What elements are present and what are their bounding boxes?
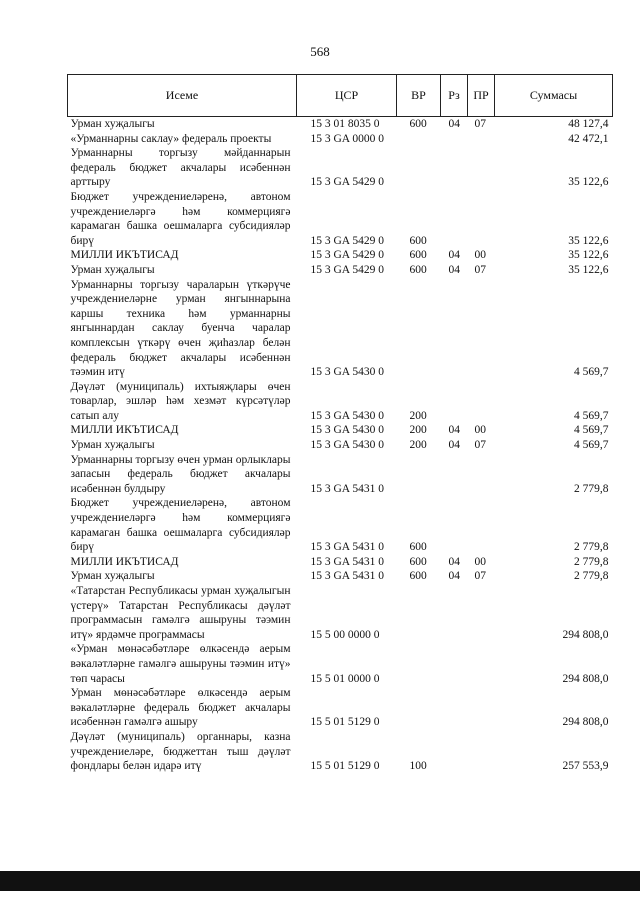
cell-csr: 15 3 GA 5429 0 <box>310 263 384 276</box>
cell-pr <box>468 190 495 248</box>
cell-csr: 15 5 01 0000 0 <box>310 672 380 685</box>
cell-vr <box>397 453 441 497</box>
cell-csr: 15 3 GA 5430 0 <box>310 439 384 452</box>
cell-sum: 42 472,1 <box>568 132 609 145</box>
cell-sum: 294 808,0 <box>562 628 609 641</box>
cell-sum: 4 569,7 <box>574 366 609 379</box>
cell-pr: 00 <box>474 424 486 437</box>
cell-name: «Татарстан Республикасы урман хуҗалыгын үстерү» Татарстан Республикасы дәүләт программасын гамәлгә ашыруны тәэмин итү» ярдәмче программасы <box>70 585 291 641</box>
cell-pr: 07 <box>474 439 486 452</box>
cell-name: «Урман мөнәсәбәтләре өлкәсендә аерым вәкаләтләрне гамәлгә ашыруны тәэмин итү» төп чарасы <box>70 643 291 685</box>
cell-name: Урманнарны торгызу чараларын үткәрүче учреждениеләрне урман янгыннарына каршы техника һәм урманнарны янгыннардан саклау буенча чаралар комплексын үткәрү өчен җиһазлар белән федераль бюджет акчалары исәбеннән тәэмин итү <box>70 278 291 379</box>
table-row <box>68 686 613 730</box>
header-sum: Суммасы <box>495 75 613 117</box>
table-row <box>68 132 613 147</box>
cell-sum: 35 122,6 <box>568 249 609 262</box>
cell-rz <box>441 496 468 554</box>
table-row <box>68 146 613 190</box>
cell-vr: 100 <box>409 760 427 773</box>
cell-csr: 15 3 GA 0000 0 <box>310 132 384 145</box>
cell-rz <box>441 730 468 774</box>
cell-csr: 15 5 01 5129 0 <box>310 716 380 729</box>
cell-pr: 07 <box>474 570 486 583</box>
cell-name: Урман мөнәсәбәтләре өлкәсендә аерым вәкаләтләрне федераль бюджет акчалары исәбеннән гамәлгә ашыру <box>70 687 291 729</box>
cell-sum: 2 779,8 <box>574 482 609 495</box>
cell-pr <box>468 642 495 686</box>
table-row <box>68 642 613 686</box>
cell-vr <box>397 686 441 730</box>
cell-csr: 15 3 GA 5429 0 <box>310 176 384 189</box>
cell-rz: 04 <box>448 249 460 262</box>
cell-vr: 200 <box>409 439 427 452</box>
cell-rz <box>441 132 468 147</box>
table-row <box>68 263 613 278</box>
cell-rz <box>441 584 468 642</box>
cell-rz <box>441 642 468 686</box>
scan-bottom-border <box>0 871 640 891</box>
cell-pr: 07 <box>474 118 486 130</box>
table-row <box>68 117 613 132</box>
cell-vr: 600 <box>409 263 427 276</box>
table-row <box>68 453 613 497</box>
header-name: Исеме <box>68 75 297 117</box>
table-row <box>68 190 613 248</box>
header-rz: Рз <box>441 75 468 117</box>
cell-rz: 04 <box>448 263 460 276</box>
cell-pr <box>468 278 495 380</box>
cell-name: МИЛЛИ ИКЪТИСАД <box>70 249 179 262</box>
cell-pr <box>468 146 495 190</box>
cell-sum: 4 569,7 <box>574 409 609 422</box>
cell-vr <box>397 132 441 147</box>
cell-rz: 04 <box>448 118 460 130</box>
table-row <box>68 438 613 453</box>
cell-pr <box>468 496 495 554</box>
cell-pr: 00 <box>474 555 486 568</box>
cell-csr: 15 5 00 0000 0 <box>310 628 380 641</box>
table-row <box>68 584 613 642</box>
table-row <box>68 423 613 438</box>
cell-rz: 04 <box>448 439 460 452</box>
header-vr: ВР <box>397 75 441 117</box>
cell-rz <box>441 380 468 424</box>
cell-vr <box>397 146 441 190</box>
page-number: 568 <box>310 44 330 59</box>
cell-pr: 07 <box>474 263 486 276</box>
cell-rz <box>441 146 468 190</box>
table-row <box>68 555 613 570</box>
cell-name: Урман хуҗалыгы <box>70 570 155 583</box>
cell-sum: 4 569,7 <box>574 439 609 452</box>
cell-name: Бюджет учреждениеләренә, автоном учреждениеләргә һәм коммерциягә карамаган башка оешмаларга субсидияләр бирү <box>70 190 291 247</box>
cell-rz <box>441 278 468 380</box>
header-csr: ЦСР <box>297 75 397 117</box>
table-row <box>68 496 613 554</box>
cell-rz <box>441 686 468 730</box>
cell-sum: 2 779,8 <box>574 541 609 554</box>
cell-vr: 600 <box>409 118 427 130</box>
cell-rz: 04 <box>448 570 460 583</box>
cell-sum: 294 808,0 <box>562 716 609 729</box>
cell-pr <box>468 686 495 730</box>
cell-csr: 15 3 GA 5429 0 <box>310 249 384 262</box>
cell-vr: 600 <box>409 541 427 554</box>
cell-name: Бюджет учреждениеләренә, автоном учреждениеләргә һәм коммерциягә карамаган башка оешмаларга субсидияләр бирү <box>70 497 291 554</box>
table-row <box>68 569 613 584</box>
table-row <box>68 730 613 774</box>
cell-sum: 4 569,7 <box>574 424 609 437</box>
cell-vr: 600 <box>409 249 427 262</box>
cell-pr <box>468 730 495 774</box>
table-row <box>68 380 613 424</box>
cell-vr <box>397 642 441 686</box>
cell-csr: 15 3 GA 5431 0 <box>310 555 384 568</box>
cell-rz <box>441 453 468 497</box>
cell-csr: 15 5 01 5129 0 <box>310 760 380 773</box>
cell-name: Дәүләт (муниципаль) ихтыяҗлары өчен товарлар, эшләр һәм хезмәт күрсәтүләр сатып алу <box>70 380 291 422</box>
cell-name: МИЛЛИ ИКЪТИСАД <box>70 555 179 568</box>
cell-sum: 35 122,6 <box>568 263 609 276</box>
cell-sum: 35 122,6 <box>568 176 609 189</box>
cell-vr <box>397 584 441 642</box>
cell-sum: 2 779,8 <box>574 555 609 568</box>
cell-csr: 15 3 GA 5430 0 <box>310 424 384 437</box>
cell-sum: 2 779,8 <box>574 570 609 583</box>
cell-pr: 00 <box>474 249 486 262</box>
header-pr: ПР <box>468 75 495 117</box>
cell-pr <box>468 453 495 497</box>
table-row <box>68 248 613 263</box>
cell-rz <box>441 190 468 248</box>
cell-name: Урман хуҗалыгы <box>70 118 155 130</box>
cell-pr <box>468 132 495 147</box>
cell-name: Дәүләт (муниципаль) органнары, казна учреждениеләре, бюджеттан тыш дәүләт фондлары белән идарә итү <box>70 730 291 773</box>
cell-name: МИЛЛИ ИКЪТИСАД <box>70 424 179 437</box>
cell-rz: 04 <box>448 424 460 437</box>
cell-vr: 600 <box>409 570 427 583</box>
cell-vr: 600 <box>409 555 427 568</box>
budget-table <box>67 74 613 774</box>
cell-csr: 15 3 GA 5430 0 <box>310 366 384 379</box>
cell-name: Урманнарны торгызу мәйданнарын федераль бюджет акчалары исәбеннән арттыру <box>70 147 291 189</box>
cell-vr: 200 <box>409 409 427 422</box>
table-body <box>68 117 613 774</box>
cell-name: Урман хуҗалыгы <box>70 439 155 452</box>
cell-csr: 15 3 GA 5429 0 <box>310 234 384 247</box>
cell-vr: 200 <box>409 424 427 437</box>
cell-csr: 15 3 GA 5430 0 <box>310 409 384 422</box>
cell-csr: 15 3 GA 5431 0 <box>310 482 384 495</box>
cell-name: Урманнарны торгызу өчен урман орлыклары запасын федераль бюджет акчалары исәбеннән булдыру <box>70 453 291 495</box>
cell-pr <box>468 584 495 642</box>
cell-vr: 600 <box>409 234 427 247</box>
table-header-row <box>68 75 613 117</box>
cell-csr: 15 3 GA 5431 0 <box>310 570 384 583</box>
cell-csr: 15 3 GA 5431 0 <box>310 541 384 554</box>
cell-sum: 294 808,0 <box>562 672 609 685</box>
table-row <box>68 278 613 380</box>
cell-sum: 257 553,9 <box>562 760 609 773</box>
cell-sum: 35 122,6 <box>568 234 609 247</box>
cell-name: Урман хуҗалыгы <box>70 263 155 276</box>
cell-vr <box>397 278 441 380</box>
cell-pr <box>468 380 495 424</box>
cell-sum: 48 127,4 <box>568 118 609 130</box>
cell-name: «Урманнарны саклау» федераль проекты <box>70 132 272 145</box>
cell-csr: 15 3 01 8035 0 <box>310 118 380 130</box>
cell-rz: 04 <box>448 555 460 568</box>
